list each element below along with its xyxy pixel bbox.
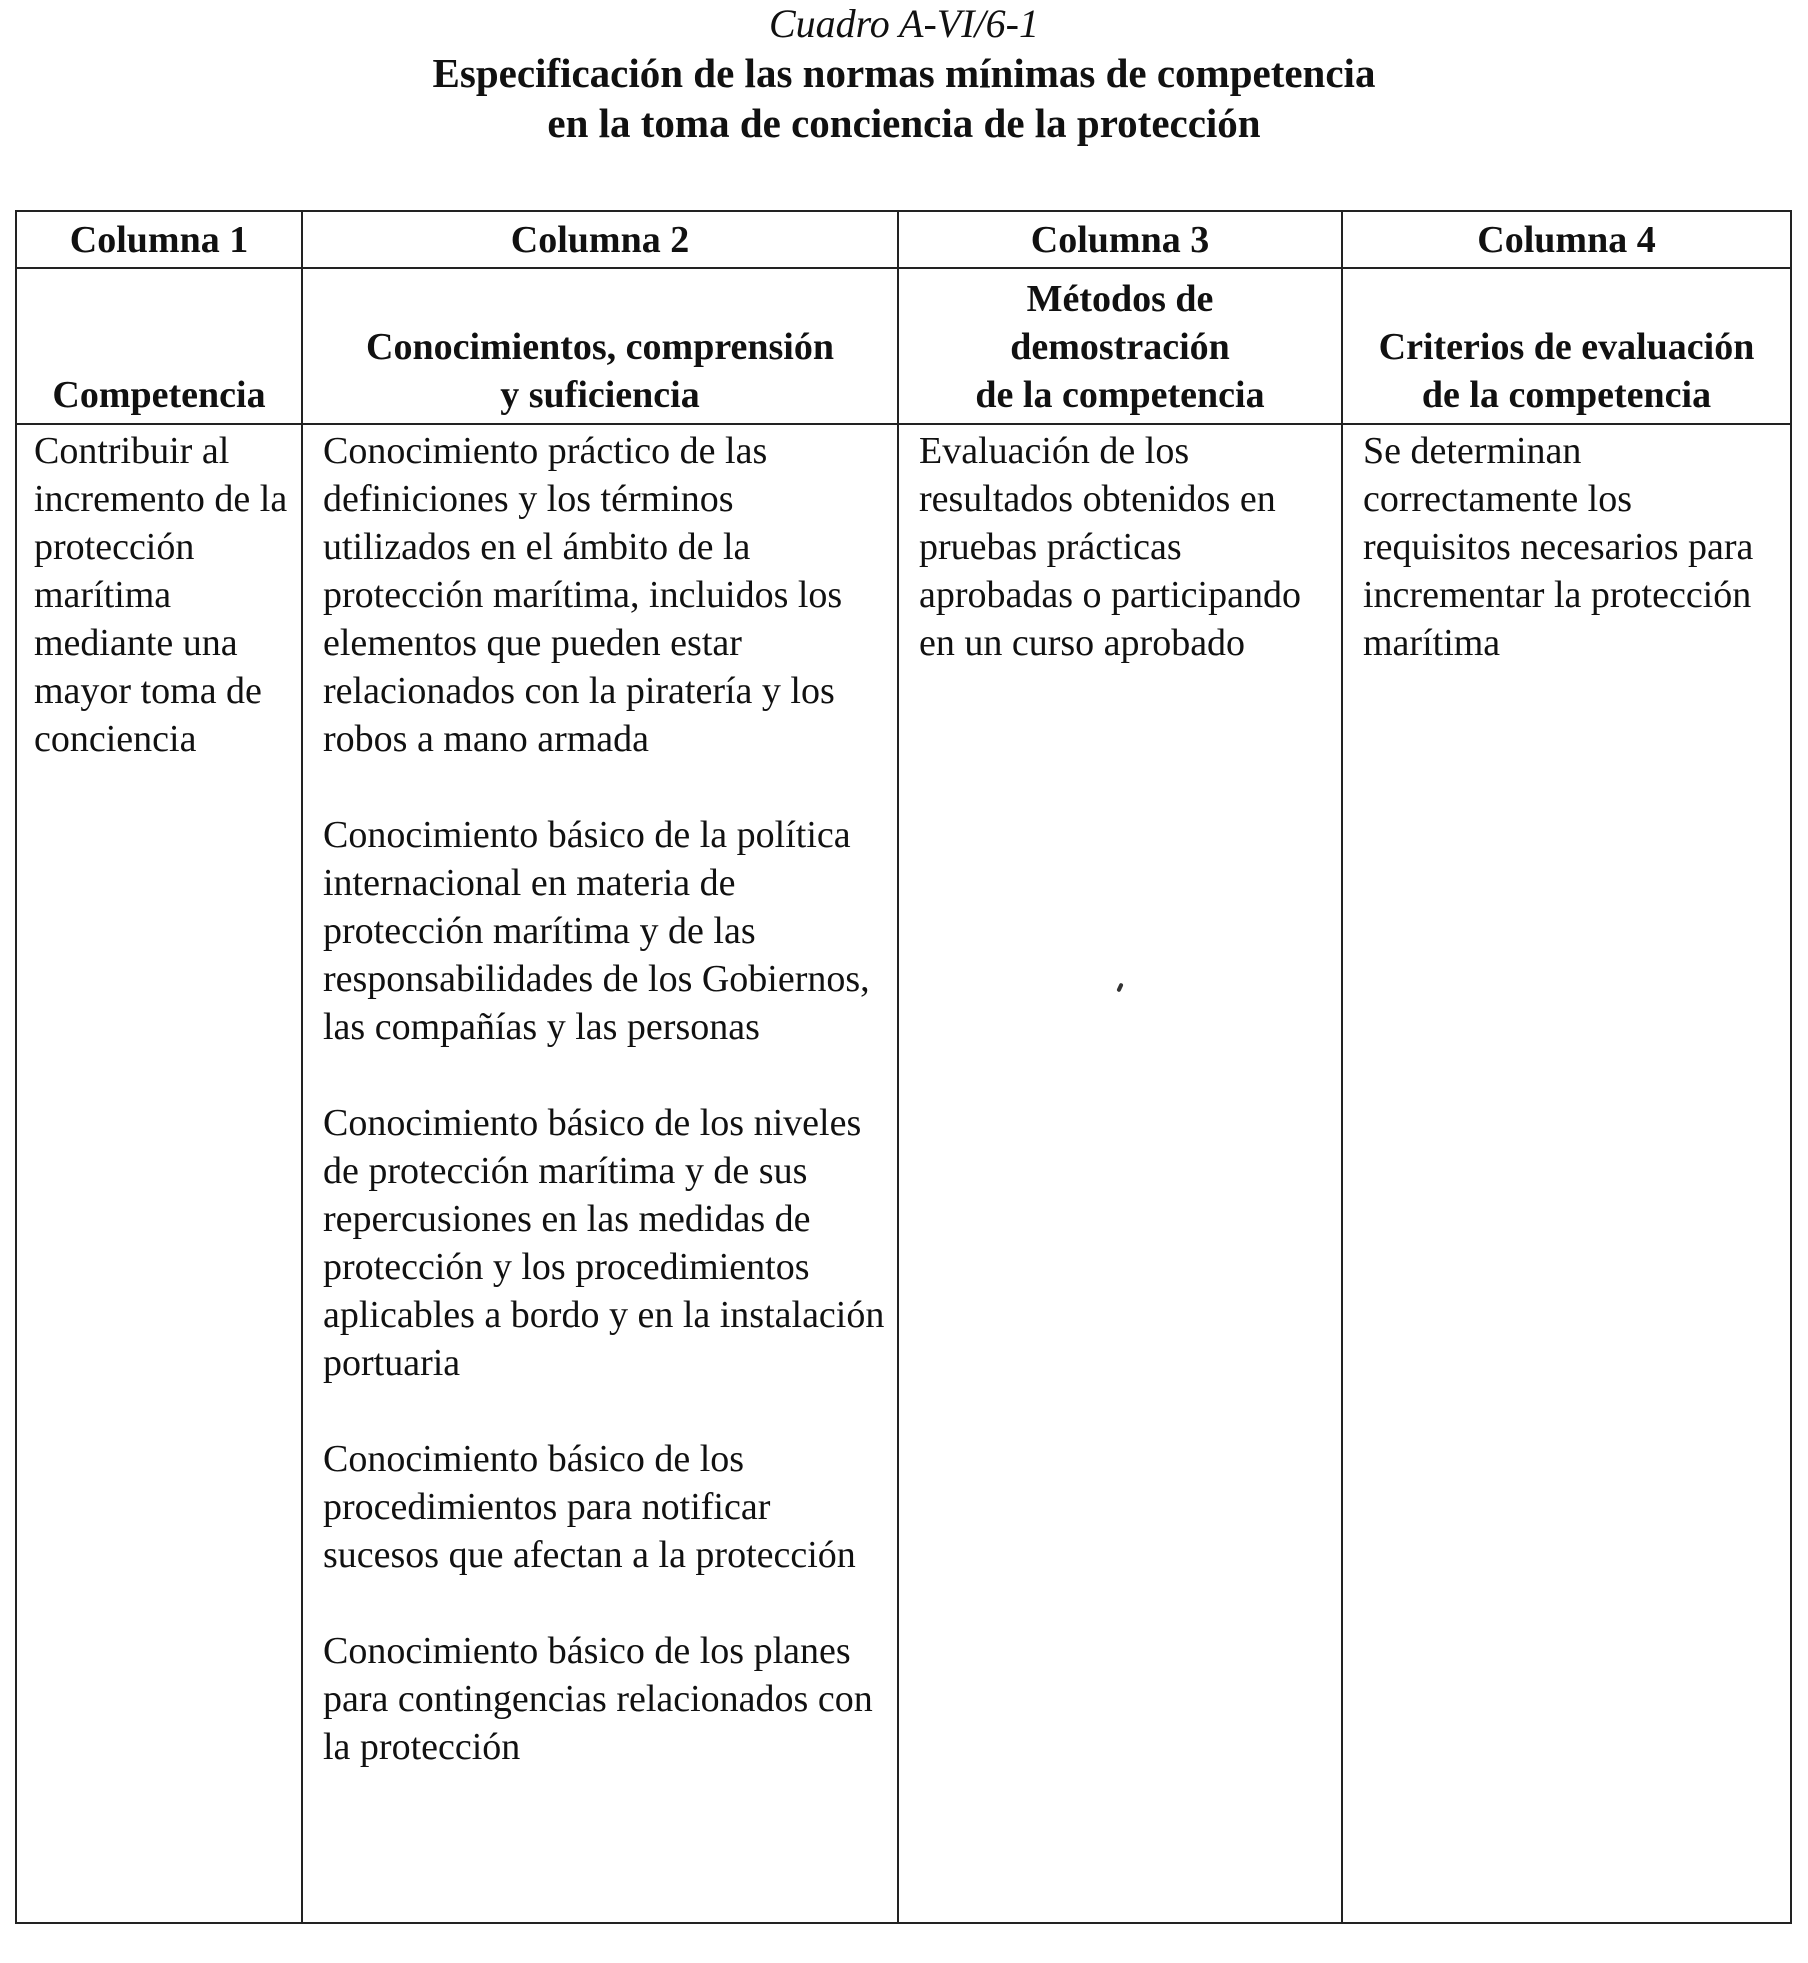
column-number-row [16, 211, 1791, 268]
header-knowledge-line-1: Conocimientos, comprensión [366, 326, 834, 368]
knowledge-item-3: Conocimiento básico de los niveles de protección marítima y de sus repercusiones en las medidas de protección y los procedimientos aplicables a bordo y en la instalación portuaria [323, 1102, 885, 1384]
header-knowledge-line-2: y suficiencia [500, 374, 700, 416]
column-number-3: Columna 3 [898, 211, 1342, 268]
knowledge-cell [302, 424, 898, 1923]
methods-text: Evaluación de los resultados obtenidos en pruebas prácticas aprobadas o participando en un curso aprobado [919, 430, 1301, 664]
header-criteria-line-2: de la competencia [1421, 374, 1712, 416]
knowledge-item-4: Conocimiento básico de los procedimientos para notificar sucesos que afectan a la protección [323, 1438, 856, 1576]
title-line-1: Especificación de las normas mínimas de competencia [432, 50, 1376, 96]
table-number: Cuadro A-VI/6-1 [769, 1, 1039, 46]
header-criteria [1342, 268, 1791, 424]
title-line-2: en la toma de conciencia de la protección [547, 100, 1261, 146]
header-competence [16, 268, 302, 424]
header-methods [898, 268, 1342, 424]
header-knowledge [302, 268, 898, 424]
criteria-text: Se determinan correctamente los requisitos necesarios para incrementar la protección marítima [1363, 430, 1754, 664]
column-number-4: Columna 4 [1342, 211, 1791, 268]
criteria-cell [1342, 424, 1791, 1923]
competence-cell [16, 424, 302, 1923]
knowledge-item-5: Conocimiento básico de los planes para contingencias relacionados con la protección [323, 1630, 873, 1768]
knowledge-item-1: Conocimiento práctico de las definiciones y los términos utilizados en el ámbito de la protección marítima, incluidos los elementos que pueden estar relacionados con la piratería y los robos a mano armada [323, 430, 843, 760]
methods-cell [898, 424, 1342, 1923]
column-number-2: Columna 2 [302, 211, 898, 268]
competence-table [15, 210, 1792, 1924]
header-methods-line-3: de la competencia [975, 374, 1265, 416]
document-title-block [0, 0, 1808, 148]
header-methods-line-1: Métodos de [1026, 278, 1214, 320]
header-methods-line-2: demostración [1010, 326, 1230, 368]
column-header-row [16, 268, 1791, 424]
header-criteria-line-1: Criterios de evaluación [1378, 326, 1755, 368]
column-number-1: Columna 1 [16, 211, 302, 268]
header-competence-line-1: Competencia [52, 374, 266, 416]
content-row [16, 424, 1791, 1923]
knowledge-item-2: Conocimiento básico de la política internacional en materia de protección marítima y de las responsabilidades de los Gobiernos, las compañías y las personas [323, 814, 870, 1048]
competence-text: Contribuir al incremento de la protección marítima mediante una mayor toma de conciencia [34, 430, 288, 760]
